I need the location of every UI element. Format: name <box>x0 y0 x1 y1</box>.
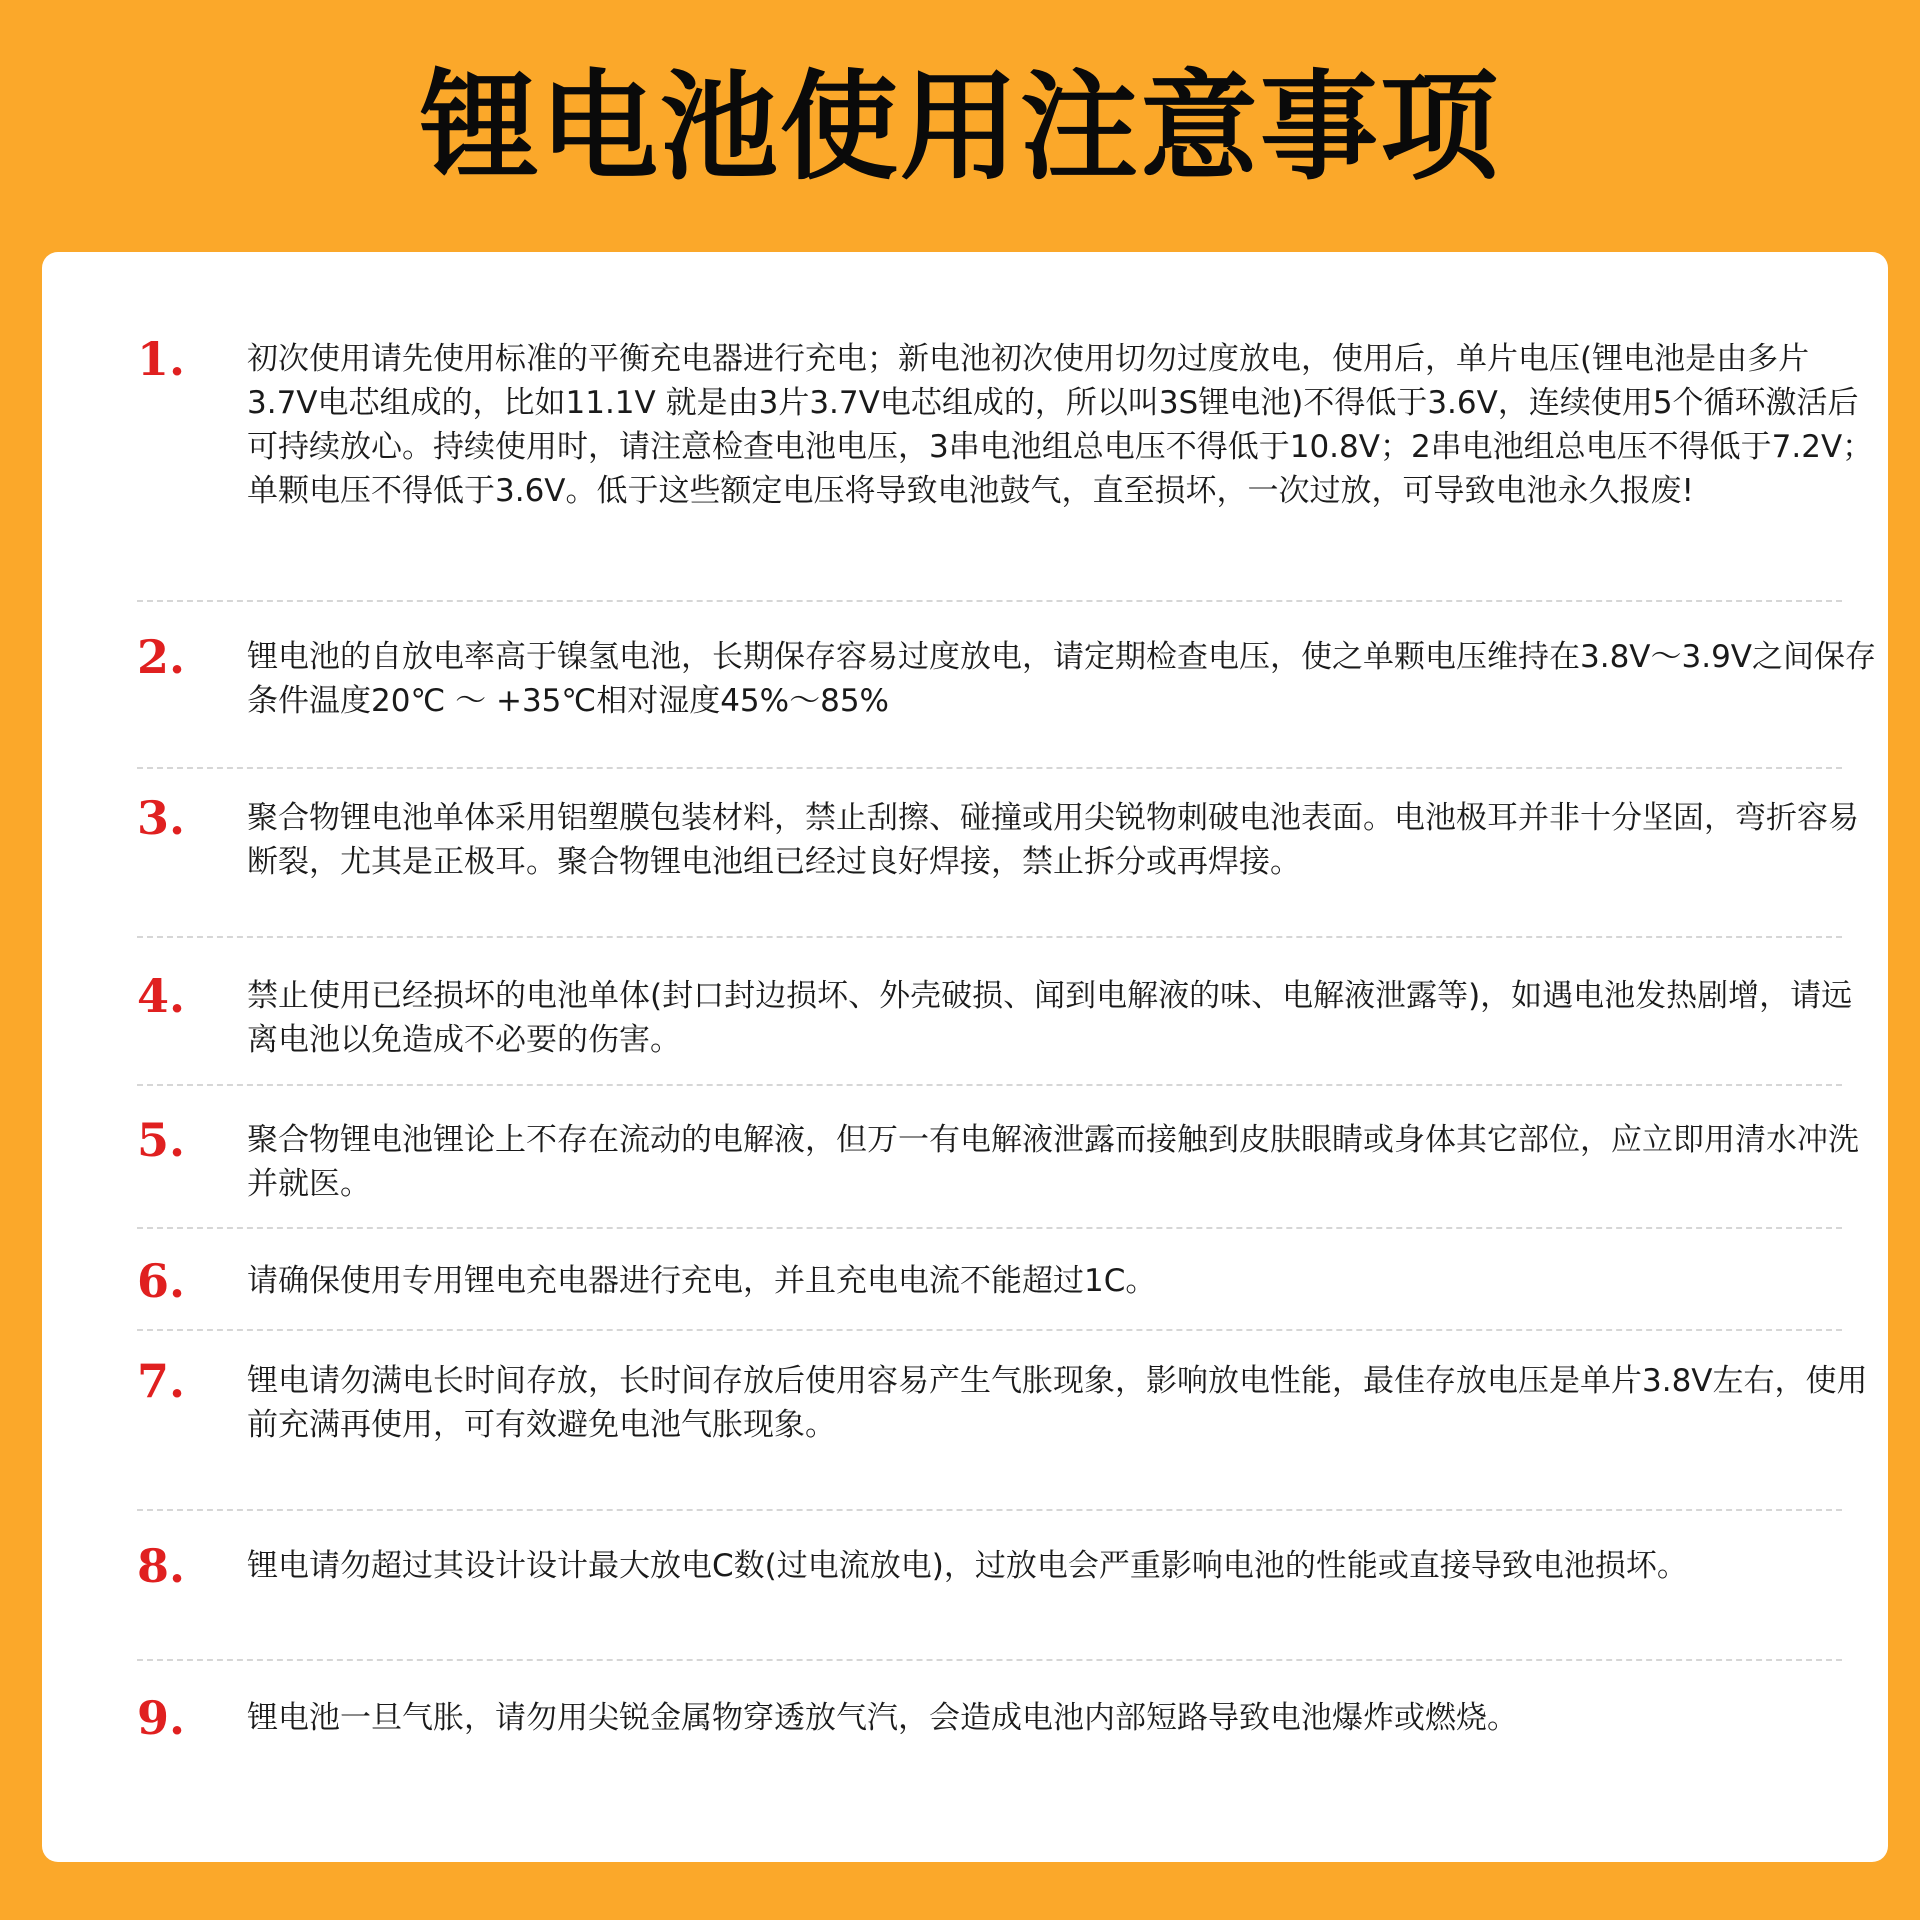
divider <box>137 1509 1842 1511</box>
item-text: 锂电池的自放电率高于镍氢电池，长期保存容易过度放电，请定期检查电压，使之单颗电压维持在3.8V～3.9V之间保存条件温度20℃ ～ +35℃相对湿度45%～85% <box>247 639 1877 719</box>
item-text: 请确保使用专用锂电充电器进行充电，并且充电电流不能超过1C。 <box>247 1263 1157 1299</box>
item-number: 7. <box>137 1354 186 1408</box>
item-text: 聚合物锂电池单体采用铝塑膜包装材料，禁止刮擦、碰撞或用尖锐物刺破电池表面。电池极耳并非十分坚固，弯折容易断裂，尤其是正极耳。聚合物锂电池组已经过良好焊接，禁止拆分或再焊接。 <box>247 800 1859 880</box>
divider <box>137 1659 1842 1661</box>
page-title: 锂电池使用注意事项 <box>419 58 1500 196</box>
item-number: 3. <box>137 791 186 845</box>
item-number: 4. <box>137 969 186 1023</box>
divider <box>137 600 1842 602</box>
notice-item-2 <box>137 630 1877 767</box>
item-number: 9. <box>137 1691 186 1745</box>
item-text: 锂电池一旦气胀，请勿用尖锐金属物穿透放气汽，会造成电池内部短路导致电池爆炸或燃烧。 <box>247 1700 1518 1736</box>
notice-item-7 <box>137 1354 1877 1509</box>
item-text: 初次使用请先使用标准的平衡充电器进行充电；新电池初次使用切勿过度放电，使用后，单片电压(锂电池是由多片3.7V电芯组成的，比如11.1V 就是由3片3.7V电芯组成的，所以叫3S锂电池)不得低于3.6V，连续使用5个循环激活后可持续放心。持续使用时，请注意检查电池电压，3串电池组总电压不得低于10.8V；2串电池组总电压不得低于7.2V；单颗电压不得低于3.6V。低于这些额定电压将导致电池鼓气，直至损坏，一次过放，可导致电池永久报废! <box>247 341 1874 509</box>
item-text: 锂电请勿满电长时间存放，长时间存放后使用容易产生气胀现象，影响放电性能，最佳存放电压是单片3.8V左右，使用前充满再使用，可有效避免电池气胀现象。 <box>247 1363 1868 1443</box>
item-text: 禁止使用已经损坏的电池单体(封口封边损坏、外壳破损、闻到电解液的味、电解液泄露等)，如遇电池发热剧增，请远离电池以免造成不必要的伤害。 <box>247 978 1853 1058</box>
notice-item-6 <box>137 1254 1877 1329</box>
divider <box>137 1329 1842 1331</box>
item-number: 8. <box>137 1539 186 1593</box>
item-number: 1. <box>137 332 186 386</box>
divider <box>137 1227 1842 1229</box>
notice-panel <box>42 252 1888 1862</box>
item-number: 6. <box>137 1254 186 1308</box>
item-number: 2. <box>137 630 186 684</box>
notice-item-1 <box>137 332 1877 600</box>
divider <box>137 767 1842 769</box>
item-text: 锂电请勿超过其设计设计最大放电C数(过电流放电)，过放电会严重影响电池的性能或直接导致电池损坏。 <box>247 1548 1688 1584</box>
notice-list <box>137 332 1877 1796</box>
item-text: 聚合物锂电池锂论上不存在流动的电解液，但万一有电解液泄露而接触到皮肤眼睛或身体其它部位，应立即用清水冲洗并就医。 <box>247 1122 1859 1202</box>
notice-item-9 <box>137 1691 1877 1796</box>
notice-item-3 <box>137 791 1877 936</box>
item-number: 5. <box>137 1113 186 1167</box>
notice-item-5 <box>137 1113 1877 1227</box>
notice-item-8 <box>137 1539 1877 1659</box>
divider <box>137 1084 1842 1086</box>
divider <box>137 936 1842 938</box>
notice-item-4 <box>137 969 1877 1084</box>
